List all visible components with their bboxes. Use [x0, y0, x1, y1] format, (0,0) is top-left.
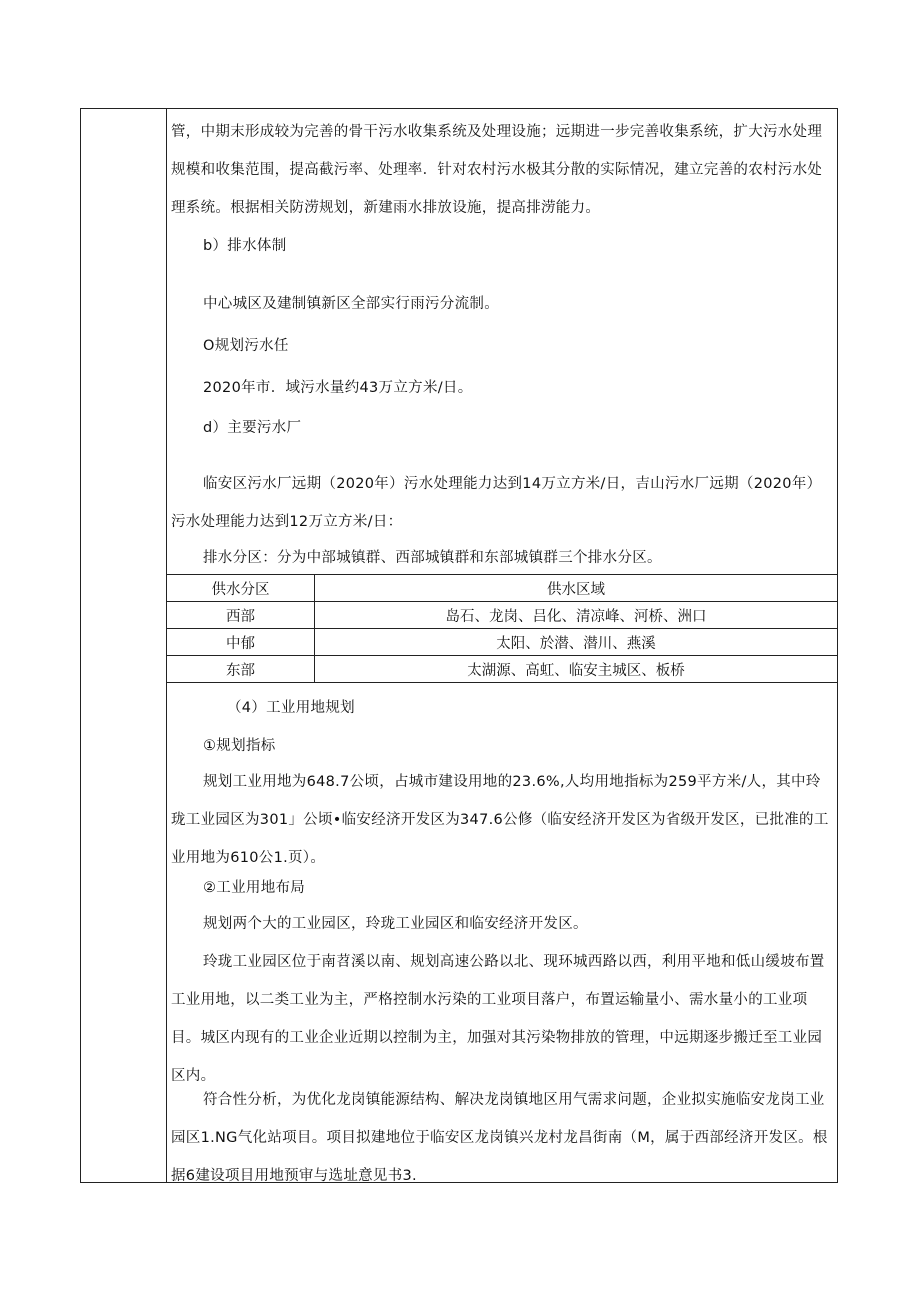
table-header-cell: 供水分区 [167, 575, 315, 602]
table-cell: 岛石、龙岗、吕化、清凉峰、河桥、洲口 [315, 602, 838, 629]
document-frame [80, 108, 838, 1183]
heading-sewage-volume: O规划污水任 [203, 338, 289, 354]
heading-main-plants: d）主要污水厂 [203, 420, 302, 436]
content-cell [167, 109, 837, 1182]
paragraph-drainage-system: 中心城区及建制镇新区全部实行雨污分流制。 [203, 296, 499, 312]
table-cell: 东部 [167, 656, 315, 683]
table-cell: 西部 [167, 602, 315, 629]
left-column [81, 109, 167, 1182]
table-cell: 太湖源、高虹、临安主城区、板桥 [315, 656, 838, 683]
table-cell: 中郁 [167, 629, 315, 656]
paragraph-planning-index: 规划工业用地为648.7公顷，占城市建设用地的23.6%,人均用地指标为259平方米/人，其中玲珑工业园区为301」公顷•临安经济开发区为347.6公修（临安经济开发区为省级开发区，已批准的工业用地为610公1.页）。 [171, 774, 829, 866]
table-header-cell: 供水区域 [315, 575, 838, 602]
table-cell: 太阳、於潜、潜川、燕溪 [315, 629, 838, 656]
table-row [167, 656, 837, 683]
table-header-row [167, 575, 837, 602]
paragraph-industrial-parks: 规划两个大的工业园区，玲珑工业园区和临安经济开发区。 [203, 916, 588, 932]
paragraph-sewage-volume: 2020年市．域污水量约43万立方米/日。 [203, 380, 473, 396]
heading-industrial-layout: ②工业用地布局 [203, 880, 306, 896]
paragraph-drainage-zones: 排水分区：分为中部城镇群、西部城镇群和东部城镇群三个排水分区。 [203, 550, 662, 566]
paragraph-sewage-plan: 管，中期末形成较为完善的骨干污水收集系统及处理设施；远期进一步完善收集系统，扩大污水处理规模和收集范围，提高截污率、处理率．针对农村污水极其分散的实际情况，建立完善的农村污水处理系统。根据相关防涝规划，新建雨水排放设施，提高排涝能力。 [171, 124, 823, 216]
table-row [167, 602, 837, 629]
heading-industrial-land: （4）工业用地规划 [227, 700, 355, 716]
zone-table [167, 574, 837, 683]
paragraph-linglong-park: 玲珑工业园区位于南苕溪以南、规划高速公路以北、现环城西路以西，利用平地和低山缓坡布置工业用地，以二类工业为主，严格控制水污染的工业项目落户，布置运输量小、需水量小的工业项目。城区内现有的工业企业近期以控制为主，加强对其污染物排放的管理，中远期逐步搬迁至工业园区内。 [171, 954, 825, 1084]
paragraph-main-plants: 临安区污水厂远期（2020年）污水处理能力达到14万立方米/日，吉山污水厂远期（2020年）污水处理能力达到12万立方米/日： [171, 476, 822, 530]
heading-planning-index: ①规划指标 [203, 738, 276, 754]
heading-drainage-system: b）排水体制 [203, 238, 287, 254]
table-row [167, 629, 837, 656]
paragraph-compliance-analysis: 符合性分析，为优化龙岗镇能源结构、解决龙岗镇地区用气需求问题，企业拟实施临安龙岗工业园区1.NG气化站项目。项目拟建地位于临安区龙岗镇兴龙村龙昌街南（M，属于西部经济开发区。根据6建设项目用地预审与选址意见书3. [171, 1092, 828, 1184]
